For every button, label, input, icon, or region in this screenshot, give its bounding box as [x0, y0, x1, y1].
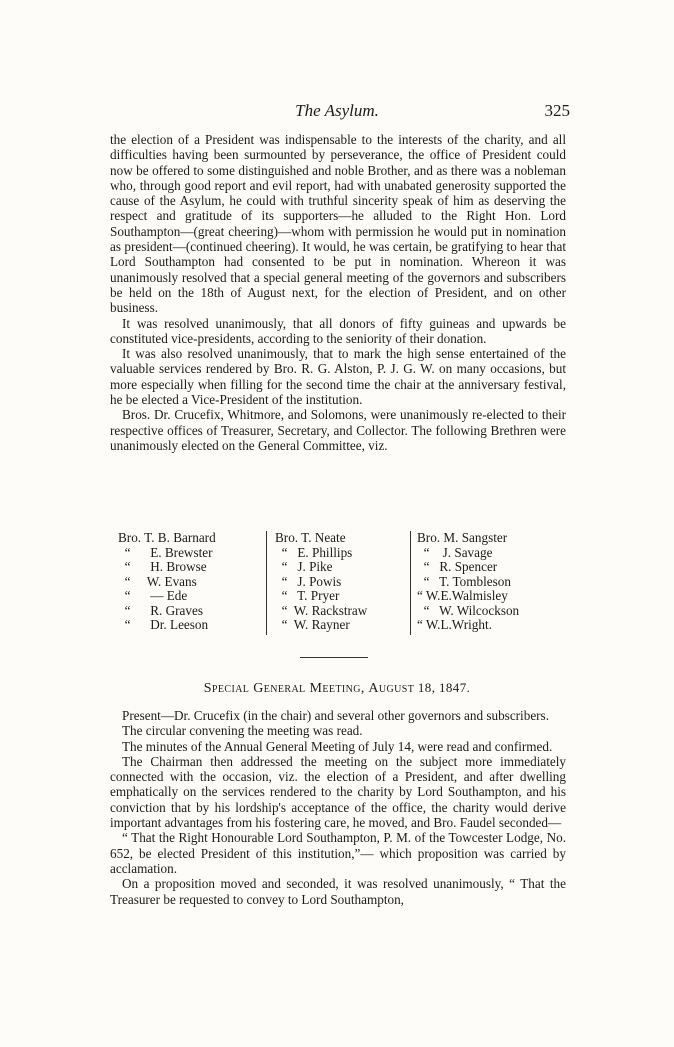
- committee-member: Bro. T. B. Barnard: [118, 530, 216, 545]
- paragraph: Present—Dr. Crucefix (in the chair) and several other governors and subscribers.: [122, 708, 549, 723]
- page-header: [0, 101, 674, 125]
- paragraph: It was resolved unanimously, that all donors of fifty guineas and upwards be constituted vice-presidents, according to the seniority of their donation.: [110, 315, 566, 346]
- committee-member: “ R. Spencer: [417, 559, 498, 574]
- committee-member: “ T. Tombleson: [417, 573, 511, 589]
- committee-member: “ E. Brewster: [118, 544, 213, 560]
- committee-member: “ T. Pryer: [275, 588, 340, 603]
- committee-member: “ J. Powis: [275, 573, 342, 589]
- section-title: Special General Meeting,: [203, 681, 365, 696]
- paragraph: The circular convening the meeting was read.: [122, 723, 363, 739]
- body-text-lower: [110, 708, 566, 907]
- section-heading: [0, 680, 674, 697]
- section-divider: [300, 657, 368, 658]
- committee-member: “ J. Savage: [417, 544, 493, 560]
- committee-column-3: [410, 531, 519, 635]
- committee-member: “ R. Graves: [118, 602, 203, 618]
- committee-member: “ J. Pike: [275, 559, 333, 574]
- paragraph: “ That the Right Honourable Lord Southampton, P. M. of the Towcester Lodge, No. 652, be elected President of this institution,”— which proposition was carried by acclamation.: [110, 830, 566, 876]
- committee-member: “ W. Rayner: [275, 617, 350, 632]
- committee-member: “ W. Wilcockson: [417, 602, 520, 618]
- committee-member: “ Dr. Leeson: [118, 617, 209, 632]
- committee-member: Bro. M. Sangster: [417, 530, 508, 545]
- paragraph: On a proposition moved and seconded, it was resolved unanimously, “ That the Treasurer be requested to convey to Lord Southampton,: [110, 876, 566, 907]
- section-date-rest: 18, 1847.: [417, 680, 471, 695]
- paragraph: Bros. Dr. Crucefix, Whitmore, and Solomons, were unanimously re-elected to their respective offices of Treasurer, Secretary, and Collector. The following Brethren were unanimously elected on the General Committee, viz.: [110, 407, 566, 453]
- committee-member: “ — Ede: [118, 588, 188, 603]
- committee-column-2: [266, 531, 367, 635]
- page-number: 325: [544, 101, 570, 120]
- paragraph: The Chairman then addressed the meeting on the subject more immediately connected with the occasion, viz. the election of a President, and after dwelling emphatically on the services rendered to the charity by Lord Southampton, and his conviction that by his lordship's acceptance of the office, the charity would derive important advantages from his fostering care, he moved, and Bro. Faudel seconded—: [110, 753, 566, 831]
- committee-list: [118, 531, 548, 635]
- committee-member: “ W. Rackstraw: [275, 602, 368, 618]
- committee-member: “ E. Phillips: [275, 544, 353, 560]
- committee-member: “ W.E.Walmisley: [417, 588, 508, 603]
- body-text-upper: [110, 132, 566, 453]
- committee-member: “ H. Browse: [118, 559, 207, 574]
- committee-member: “ W. Evans: [118, 573, 197, 589]
- committee-column-1: [118, 531, 216, 633]
- committee-member: “ W.L.Wright.: [417, 617, 492, 632]
- paragraph: The minutes of the Annual General Meeting of July 14, were read and confirmed.: [122, 738, 553, 754]
- running-title: The Asylum.: [295, 101, 379, 120]
- paragraph: It was also resolved unanimously, that to mark the high sense entertained of the valuable services rendered by Bro. R. G. Alston, P. J. G. W. on many occasions, but more especially when filling for the second time the chair at the anniversary festival, he be elected a Vice-President of the institution.: [110, 346, 566, 408]
- section-date-month: August: [368, 681, 415, 696]
- committee-member: Bro. T. Neate: [275, 530, 346, 545]
- paragraph: the election of a President was indispensable to the interests of the charity, and all difficulties having been surmounted by perseverance, the office of President could now be offered to some distinguished and noble Brother, and as there was a nobleman who, through good report and evil report, had with unabated generosity supported the cause of the Asylum, he could with truthful sincerity speak of him as deserving the respect and gratitude of its supporters—he alluded to the Right Hon. Lord Southampton—(great cheering)—whom with permission he would put in nomination as president—(continued cheering). It would, he was certain, be gratifying to hear that Lord Southampton had consented to be put in nomination. Whereon it was unanimously resolved that a special general meeting of the governors and subscribers be held on the 18th of August next, for the election of President, and on other business.: [110, 132, 566, 316]
